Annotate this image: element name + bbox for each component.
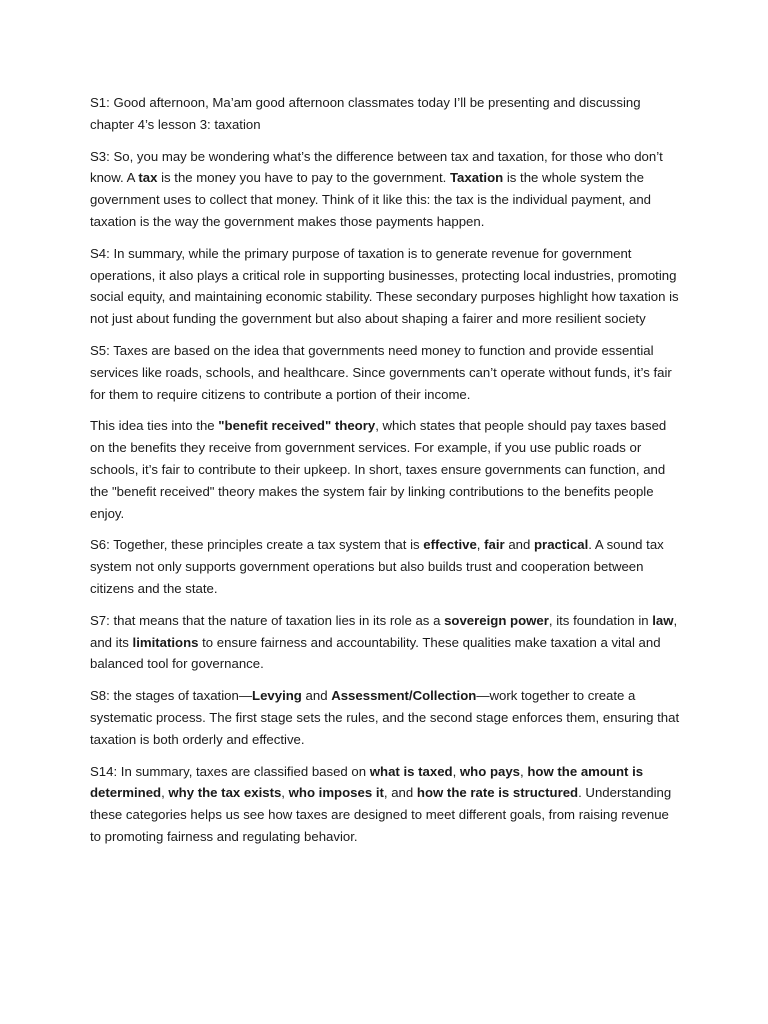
bold-term: Taxation [449, 170, 504, 186]
text-run: . A sound tax system not only supports government operations but also builds trust and cooperation between citizens and the state. [90, 537, 664, 596]
text-run: S5: Taxes are based on the idea that governments need money to function and provide essential services like roads, schools, and healthcare. Since governments can’t operate without funds, it’s fair for them to require citizens to contribute a portion of their income. [90, 342, 672, 402]
bold-term: Levying [252, 688, 302, 704]
bold-term: practical [534, 537, 589, 553]
bold-term: who imposes it [288, 785, 384, 801]
paragraph-s5 [90, 340, 682, 405]
bold-term: how the rate is structured [416, 785, 579, 801]
bold-term: Assessment/Collection [331, 688, 477, 704]
text-run: , its foundation in [548, 612, 653, 628]
text-run: , [520, 763, 528, 779]
text-run: S3: So, you may be wondering what’s the difference between tax and taxation, for those who don’t know. A [90, 148, 663, 186]
text-run: —work together to create a systematic process. The first stage sets the rules, and the second stage enforces them, ensuring that taxation is both orderly and effective. [90, 688, 680, 747]
paragraph-s7 [90, 610, 682, 675]
text-run: , [452, 763, 460, 779]
bold-term: effective [423, 537, 477, 553]
paragraph-s4 [90, 243, 682, 330]
text-run: , [476, 537, 485, 553]
text-run: is the money you have to pay to the government. [157, 170, 450, 186]
text-run: S14: In summary, taxes are classified based on [90, 763, 370, 779]
bold-term: sovereign power [444, 612, 549, 628]
bold-term: limitations [132, 634, 199, 650]
text-run: . Understanding these categories helps us see how taxes are designed to meet different goals, from raising revenue to promoting fairness and regulating behavior. [90, 785, 672, 844]
text-run: S6: Together, these principles create a tax system that is [90, 537, 424, 553]
text-run: S1: Good afternoon, Ma’am good afternoon classmates today I’ll be presenting and discussing chapter 4’s lesson 3: taxation [90, 95, 641, 132]
text-run: to ensure fairness and accountability. These qualities make taxation a vital and balanced tool for governance. [90, 634, 661, 672]
text-run: , which states that people should pay taxes based on the benefits they receive from government services. For example, if you use public roads or schools, it’s fair to contribute to their upkeep. In short, taxes ensure governments can function, and the "benefit received" theory makes the system fair by linking contributions to the benefits people enjoy. [90, 418, 667, 521]
text-run: S7: that means that the nature of taxation lies in its role as a [90, 612, 445, 628]
paragraph-s14 [90, 761, 682, 848]
bold-term: how the amount is determined [90, 763, 644, 801]
bold-term: what is taxed [369, 763, 453, 779]
text-run: and [504, 537, 534, 553]
document-body [90, 92, 682, 848]
paragraph-s1 [90, 92, 682, 136]
text-run: , and [383, 785, 417, 801]
text-run: S4: In summary, while the primary purpose of taxation is to generate revenue for government operations, it also plays a critical role in supporting businesses, protecting local industries, promoting social equity, and maintaining economic stability. These secondary purposes highlight how taxation is not just about funding the government but also about shaping a fairer and more resilient society [90, 245, 679, 327]
paragraph-s8 [90, 685, 682, 750]
text-run: and [301, 688, 332, 704]
text-run: , [281, 785, 289, 801]
bold-term: "benefit received" theory [218, 418, 376, 434]
paragraph-s3 [90, 146, 682, 233]
text-run: This idea ties into the [90, 418, 219, 434]
text-run: , and its [90, 612, 678, 650]
bold-term: law [652, 612, 674, 628]
bold-term: why the tax exists [168, 785, 282, 801]
paragraph-s6 [90, 534, 682, 599]
paragraph-benefit [90, 415, 682, 524]
text-run: S8: the stages of taxation— [90, 688, 253, 704]
text-run: is the whole system the government uses to collect that money. Think of it like this: the tax is the individual payment, and taxation is the way the government makes those payments happen. [90, 170, 652, 229]
text-run: , [161, 785, 169, 801]
bold-term: who pays [459, 763, 521, 779]
bold-term: fair [484, 537, 505, 553]
bold-term: tax [138, 170, 158, 186]
